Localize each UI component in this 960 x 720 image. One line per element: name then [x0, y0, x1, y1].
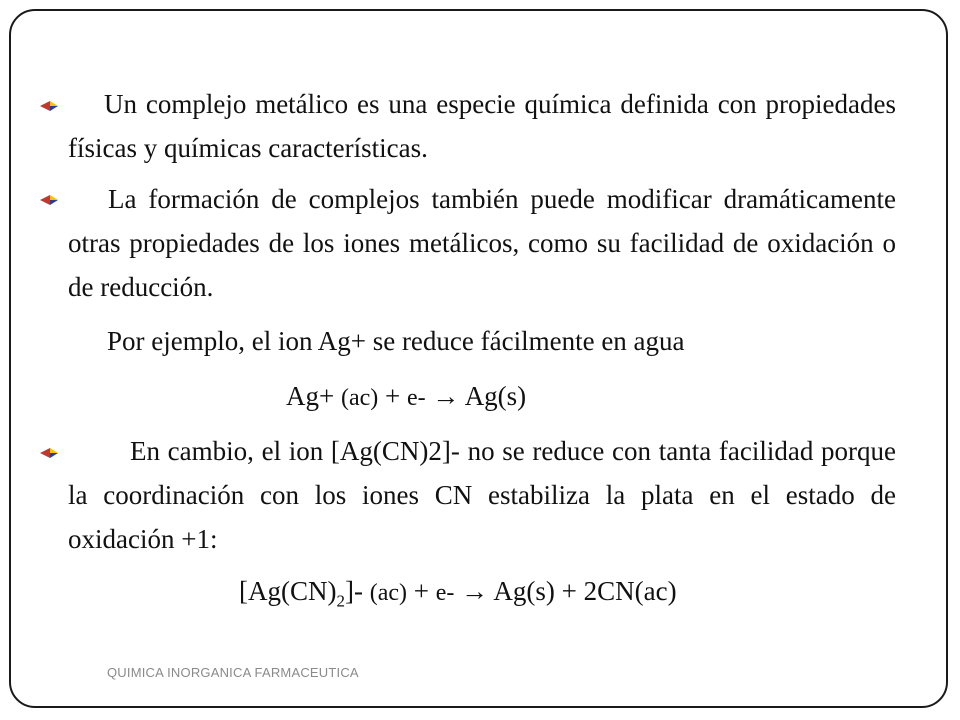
equation-ag-reduction [286, 374, 526, 420]
example-line: Por ejemplo, el ion Ag+ se reduce fácilmente en agua [107, 326, 685, 356]
eq2-plus2: + [561, 576, 577, 606]
eq2-plus: + [413, 576, 429, 606]
eq1-product: Ag(s) [464, 381, 527, 411]
arrow-bullet-icon [38, 192, 60, 208]
eq2-complex: $[Ag(CN)_2]-$ [239, 576, 363, 611]
paragraph-formacion-complejos: La formación de complejos también puede modificar dramáticamente otras propiedades de los iones metálicos, como su facilidad de oxidación o de reducción. [68, 184, 896, 302]
footer-course-title: QUIMICA INORGANICA FARMACEUTICA [107, 665, 359, 680]
paragraph-complejo-metalico: Un complejo metálico es una especie química definida con propiedades físicas y químicas características. [68, 89, 896, 163]
eq1-reactant: Ag+ [286, 381, 335, 411]
arrow-bullet-icon [38, 445, 60, 461]
eq2-product: Ag(s) [493, 576, 555, 606]
eq1-state: (ac) [340, 385, 379, 411]
eq2-electron: e- [435, 580, 455, 606]
eq1-electron: e- [407, 385, 426, 411]
equation-ag-cn-reduction [239, 569, 677, 623]
eq2-product2: 2CN(ac) [583, 576, 677, 606]
eq2-subscript: 2 [336, 591, 345, 611]
eq1-plus: + [385, 381, 401, 411]
eq2-state: (ac) [369, 580, 408, 606]
paragraph-en-cambio: En cambio, el ion [Ag(CN)2]- no se reduce con tanta facilidad porque la coordinación con los iones CN estabiliza la plata en el estado de oxidación +1: [68, 436, 896, 554]
arrow-bullet-icon [38, 98, 60, 114]
eq1-arrow: → [432, 381, 460, 411]
eq2-arrow: → [461, 576, 489, 606]
